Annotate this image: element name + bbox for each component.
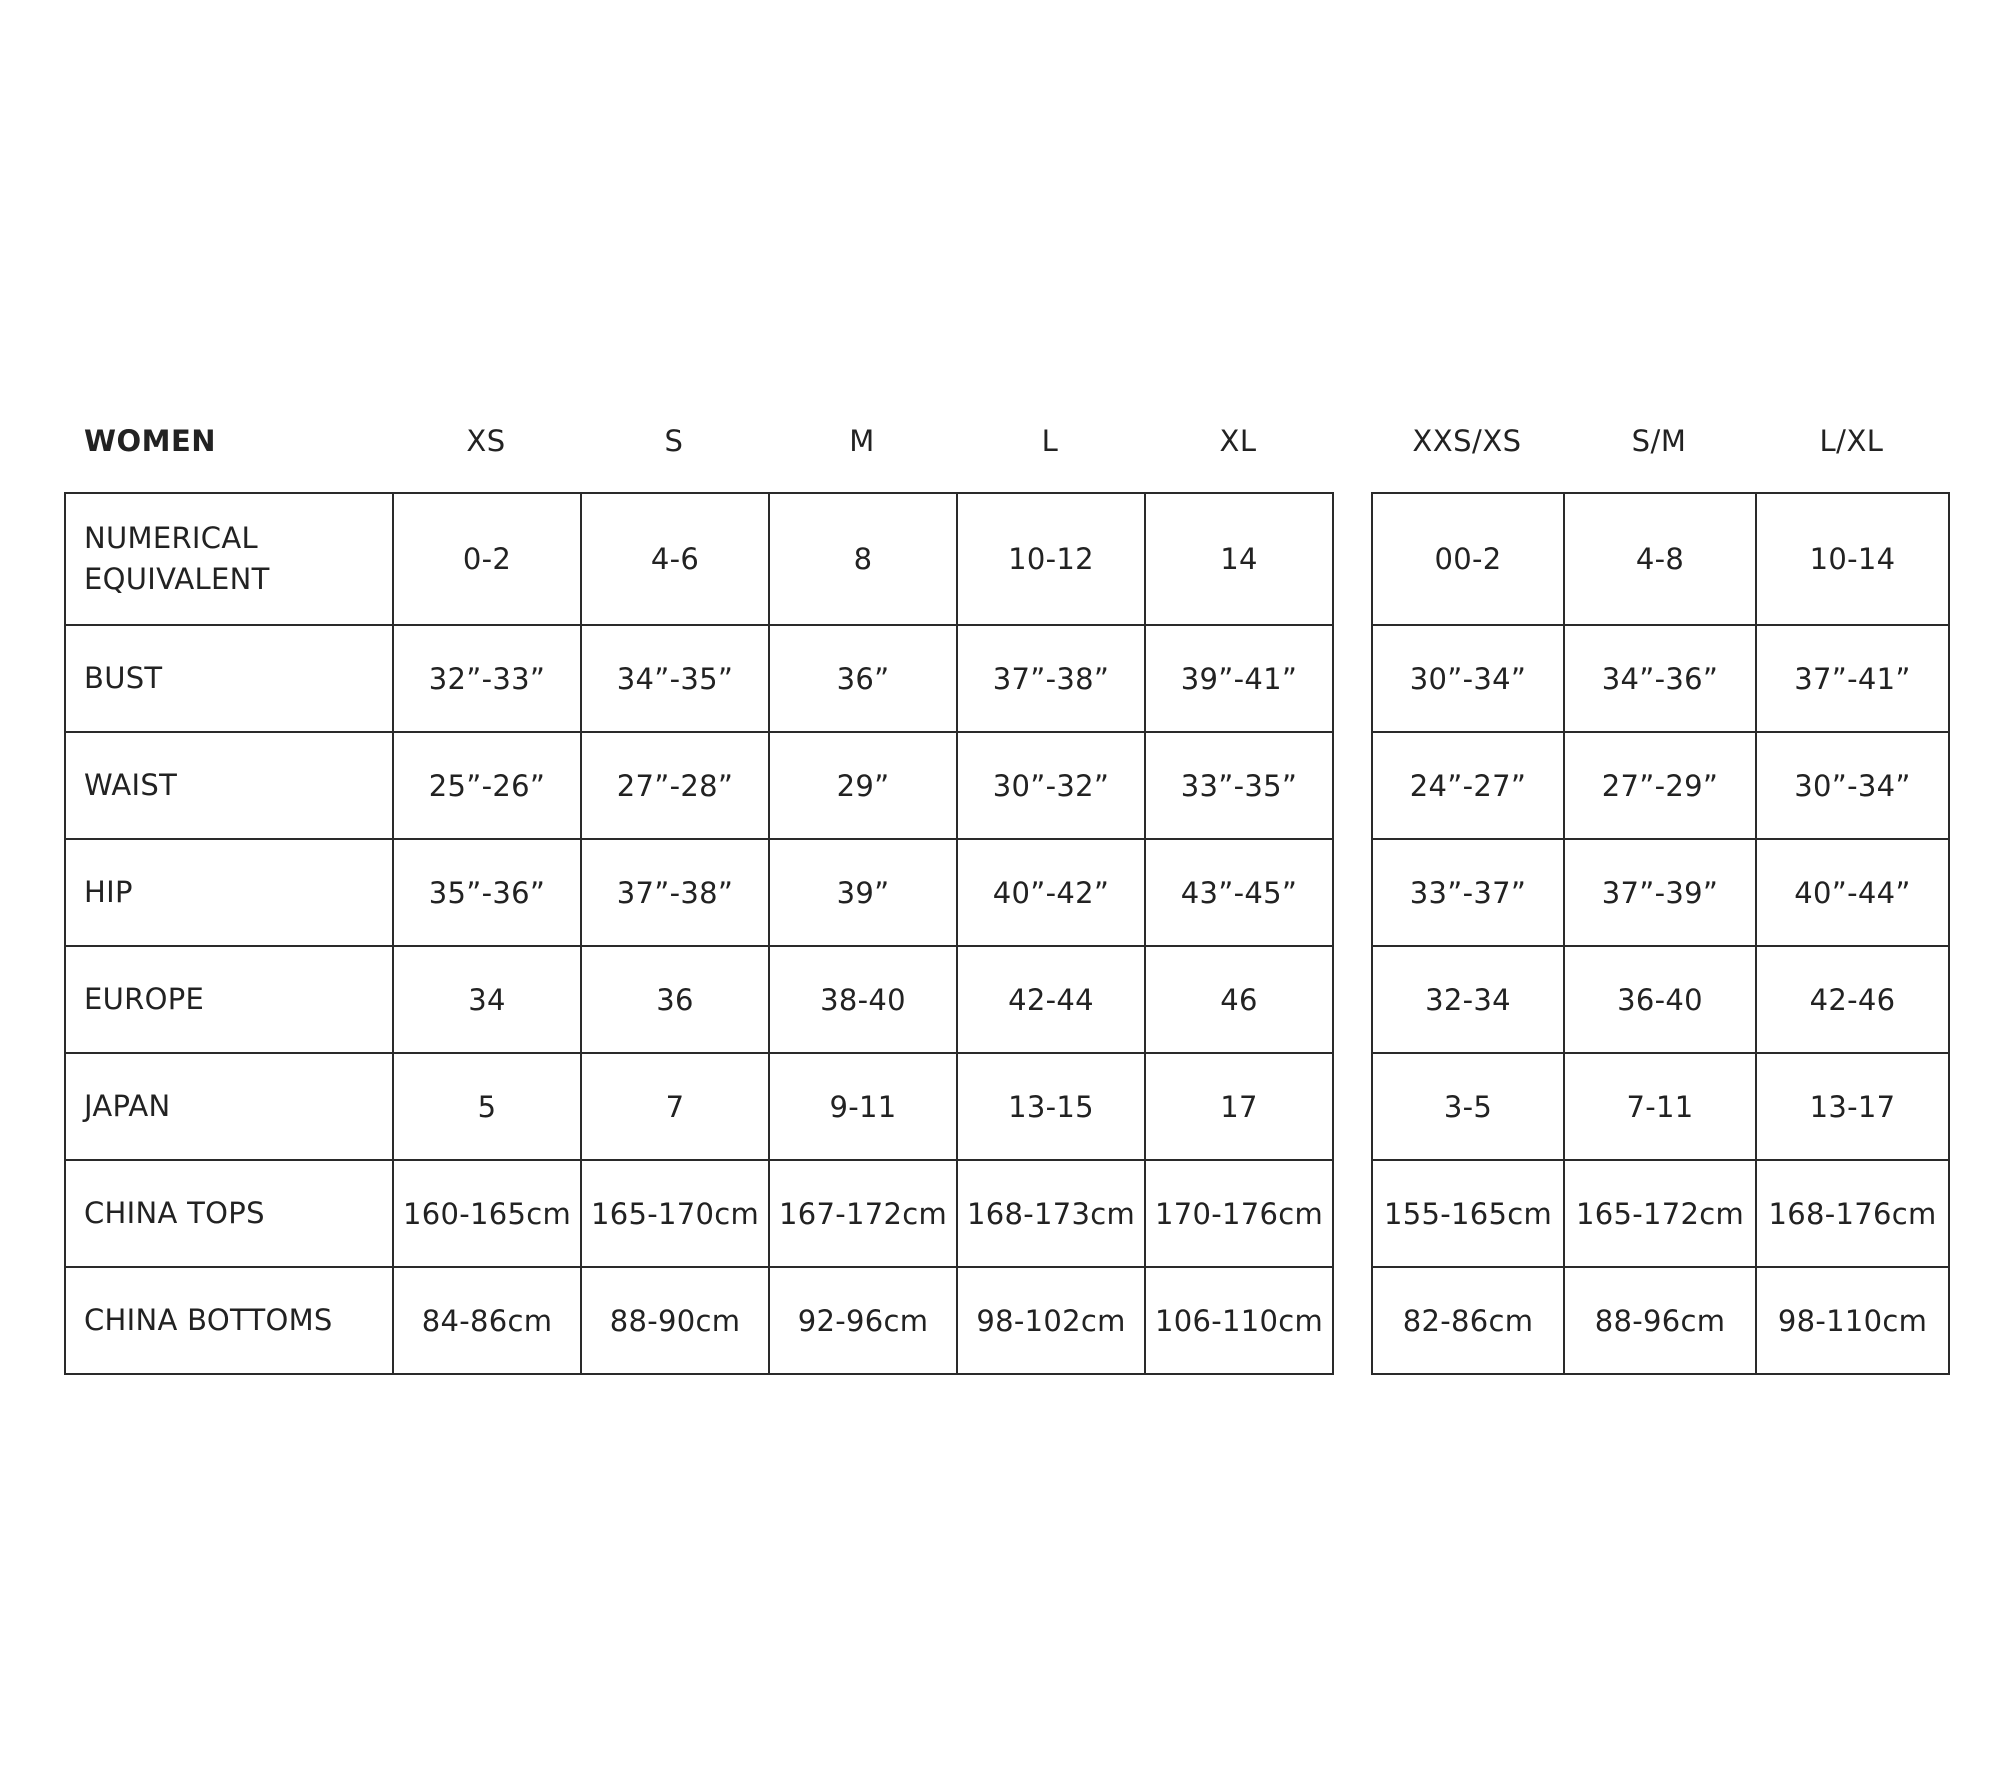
table-row [65,732,1333,839]
table-cell: 40”-42” [957,839,1145,946]
table-cell: 88-96cm [1564,1267,1756,1374]
table-cell: 14 [1145,493,1333,625]
table-cell: 10-14 [1756,493,1949,625]
row-label: BUST [65,625,393,732]
size-header-s-m: S/M [1631,424,1687,458]
table-cell: 27”-28” [581,732,769,839]
table-row [1372,493,1949,625]
table-cell: 27”-29” [1564,732,1756,839]
row-label: HIP [65,839,393,946]
table-cell: 0-2 [393,493,581,625]
table-cell: 34 [393,946,581,1053]
row-label: NUMERICAL EQUIVALENT [65,493,393,625]
table-cell: 42-44 [957,946,1145,1053]
table-row [1372,839,1949,946]
size-header-s: S [664,424,684,458]
table-cell: 36 [581,946,769,1053]
table-cell: 5 [393,1053,581,1160]
row-label: CHINA TOPS [65,1160,393,1267]
table-cell: 39”-41” [1145,625,1333,732]
table-row [65,1053,1333,1160]
table-cell: 4-6 [581,493,769,625]
table-row [65,493,1333,625]
table-cell: 160-165cm [393,1160,581,1267]
table-cell: 165-170cm [581,1160,769,1267]
table-cell: 10-12 [957,493,1145,625]
table-cell: 43”-45” [1145,839,1333,946]
table-cell: 155-165cm [1372,1160,1564,1267]
table-cell: 7-11 [1564,1053,1756,1160]
table-cell: 88-90cm [581,1267,769,1374]
table-row [1372,625,1949,732]
row-label: EUROPE [65,946,393,1053]
table-cell: 36” [769,625,957,732]
table-cell: 29” [769,732,957,839]
table-cell: 3-5 [1372,1053,1564,1160]
size-header-xxs-xs: XXS/XS [1412,424,1522,458]
table-cell: 46 [1145,946,1333,1053]
table-cell: 167-172cm [769,1160,957,1267]
table-cell: 32-34 [1372,946,1564,1053]
table-cell: 37”-41” [1756,625,1949,732]
table-cell: 24”-27” [1372,732,1564,839]
size-header-l: L [1041,424,1059,458]
table-cell: 165-172cm [1564,1160,1756,1267]
table-row [65,1267,1333,1374]
table-cell: 34”-35” [581,625,769,732]
table-cell: 38-40 [769,946,957,1053]
table-row [1372,1267,1949,1374]
table-cell: 37”-38” [581,839,769,946]
table-cell: 36-40 [1564,946,1756,1053]
table-cell: 168-176cm [1756,1160,1949,1267]
table-cell: 13-15 [957,1053,1145,1160]
table-cell: 33”-35” [1145,732,1333,839]
table-cell: 00-2 [1372,493,1564,625]
table-cell: 84-86cm [393,1267,581,1374]
table-cell: 39” [769,839,957,946]
table-cell: 98-110cm [1756,1267,1949,1374]
table-cell: 4-8 [1564,493,1756,625]
table-cell: 82-86cm [1372,1267,1564,1374]
table-cell: 17 [1145,1053,1333,1160]
size-table-combined [1371,492,1950,1375]
table-row [65,839,1333,946]
table-cell: 13-17 [1756,1053,1949,1160]
table-cell: 34”-36” [1564,625,1756,732]
chart-title: WOMEN [84,424,217,458]
table-cell: 92-96cm [769,1267,957,1374]
table-cell: 35”-36” [393,839,581,946]
row-label: JAPAN [65,1053,393,1160]
table-row [1372,732,1949,839]
table-cell: 33”-37” [1372,839,1564,946]
row-label: WAIST [65,732,393,839]
size-header-xs: XS [466,424,506,458]
table-cell: 32”-33” [393,625,581,732]
table-cell: 30”-32” [957,732,1145,839]
size-header-xl: XL [1219,424,1257,458]
table-cell: 30”-34” [1372,625,1564,732]
table-cell: 7 [581,1053,769,1160]
table-row [1372,1053,1949,1160]
table-cell: 170-176cm [1145,1160,1333,1267]
table-cell: 37”-39” [1564,839,1756,946]
table-cell: 42-46 [1756,946,1949,1053]
table-cell: 37”-38” [957,625,1145,732]
size-header-l-xl: L/XL [1819,424,1884,458]
table-cell: 98-102cm [957,1267,1145,1374]
table-cell: 30”-34” [1756,732,1949,839]
size-table-individual [64,492,1334,1375]
table-cell: 106-110cm [1145,1267,1333,1374]
row-label: CHINA BOTTOMS [65,1267,393,1374]
table-cell: 168-173cm [957,1160,1145,1267]
table-row [65,1160,1333,1267]
table-row [65,625,1333,732]
table-row [1372,946,1949,1053]
size-header-m: M [849,424,875,458]
table-cell: 8 [769,493,957,625]
table-row [1372,1160,1949,1267]
table-row [65,946,1333,1053]
table-cell: 40”-44” [1756,839,1949,946]
table-cell: 9-11 [769,1053,957,1160]
table-cell: 25”-26” [393,732,581,839]
